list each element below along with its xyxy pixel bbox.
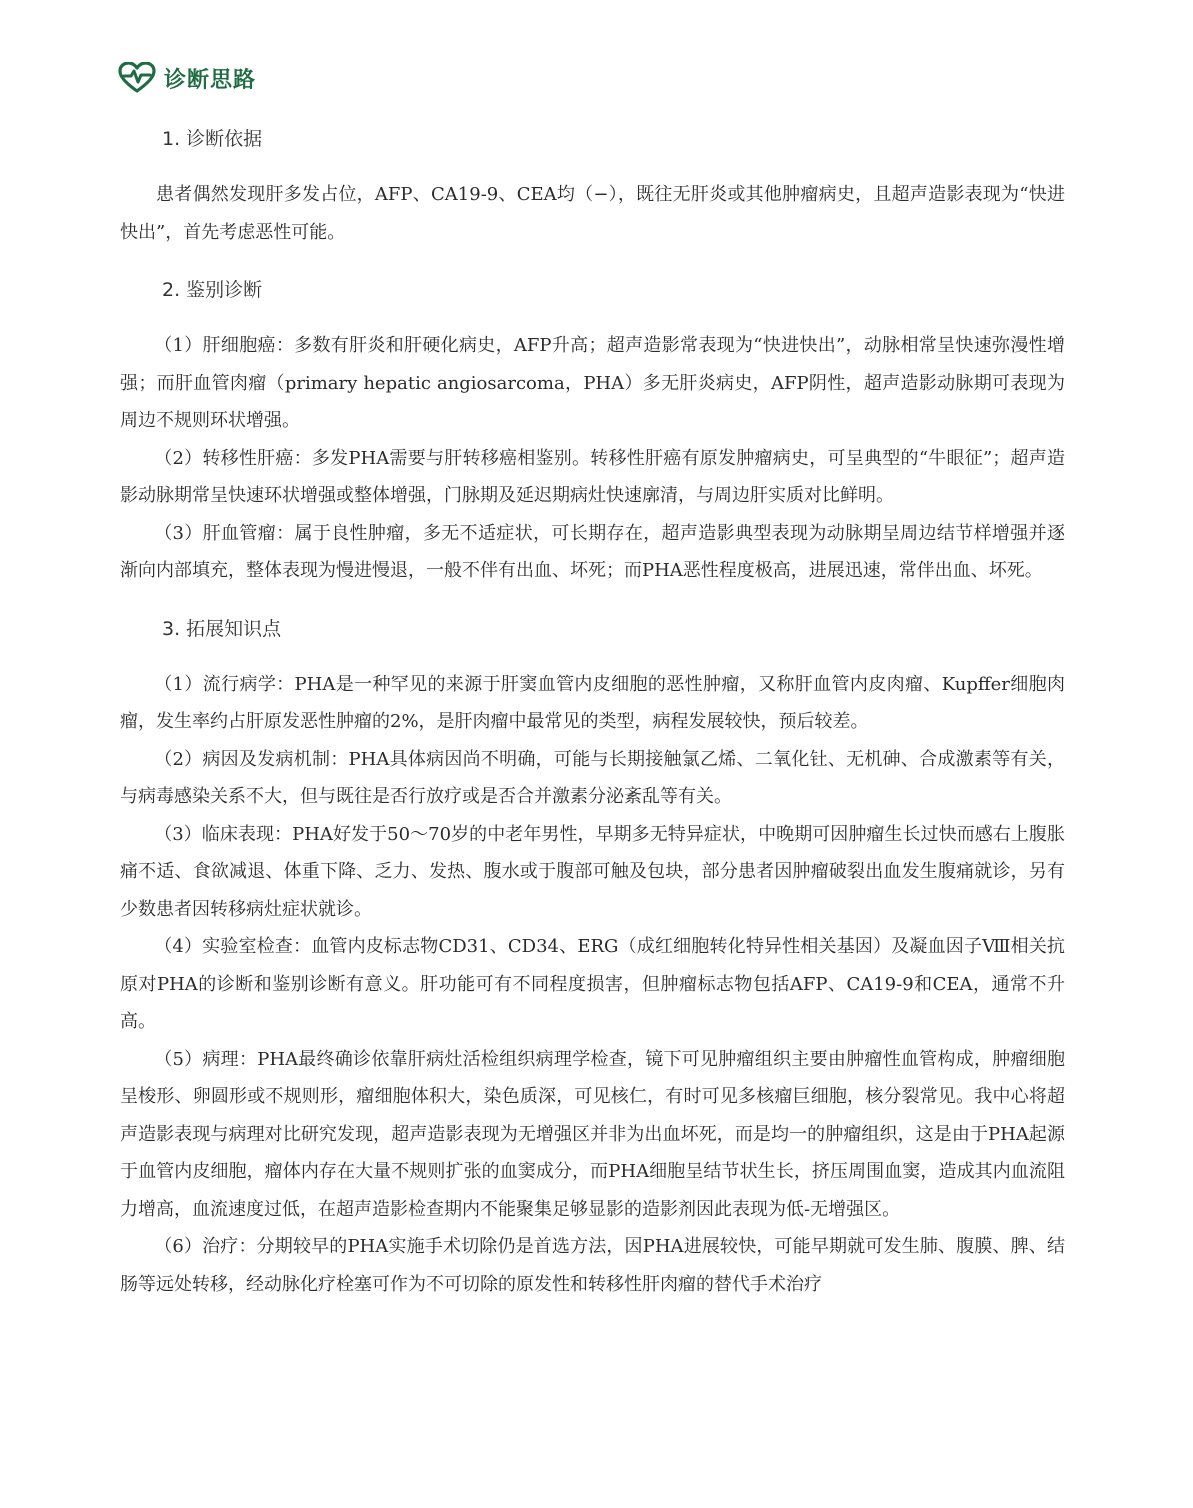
paragraph: （5）病理：PHA最终确诊依靠肝病灶活检组织病理学检查，镜下可见肿瘤组织主要由肿瘤性血管构成，肿瘤细胞呈梭形、卵圆形或不规则形，瘤细胞体积大，染色质深，可见核仁，有时可见多核瘤巨细胞，核分裂常见。我中心将超声造影表现与病理对比研究发现，超声造影表现为无增强区并非为出血坏死，而是均一的肿瘤组织，这是由于PHA起源于血管内皮细胞，瘤体内存在大量不规则扩张的血窦成分，而PHA细胞呈结节状生长，挤压周围血窦，造成其内血流阻力增高，血流速度过低，在超声造影检查期内不能聚集足够显影的造影剂因此表现为低-无增强区。 xyxy=(120,1048,1065,1220)
paragraph: （4）实验室检查：血管内皮标志物CD31、CD34、ERG（成红细胞转化特异性相关基因）及凝血因子Ⅷ相关抗原对PHA的诊断和鉴别诊断有意义。肝功能可有不同程度损害，但肿瘤标志物包括AFP、CA19-9和CEA，通常不升高。 xyxy=(120,936,1065,1032)
header-title: 诊断思路 xyxy=(164,67,257,93)
paragraph: （1）肝细胞癌：多数有肝炎和肝硬化病史，AFP升高；超声造影常表现为“快进快出”，动脉相常呈快速弥漫性增强；而肝血管肉瘤（primary hepatic angiosarcoma，PHA）多无肝炎病史，AFP阴性，超声造影动脉期可表现为周边不规则环状增强。 xyxy=(120,335,1065,431)
heading-diagnosis-basis: 1. 诊断依据 xyxy=(162,128,263,150)
paragraph: （6）治疗：分期较早的PHA实施手术切除仍是首选方法，因PHA进展较快，可能早期就可发生肺、腹膜、脾、结肠等远处转移，经动脉化疗栓塞可作为不可切除的原发性和转移性肝肉瘤的替代手术治疗 xyxy=(120,1236,1065,1295)
paragraph: 患者偶然发现肝多发占位，AFP、CA19-9、CEA均（−），既往无肝炎或其他肿瘤病史，且超声造影表现为“快进快出”，首先考虑恶性可能。 xyxy=(120,184,1065,243)
paragraph: （3）肝血管瘤：属于良性肿瘤，多无不适症状，可长期存在，超声造影典型表现为动脉期呈周边结节样增强并逐渐向内部填充，整体表现为慢进慢退，一般不伴有出血、坏死；而PHA恶性程度极高，进展迅速，常伴出血、坏死。 xyxy=(120,522,1065,581)
main-content xyxy=(120,122,1065,1303)
paragraph: （1）流行病学：PHA是一种罕见的来源于肝窦血管内皮细胞的恶性肿瘤，又称肝血管内皮肉瘤、Kupffer细胞肉瘤，发生率约占肝原发恶性肿瘤的2%，是肝肉瘤中最常见的类型，病程发展较快，预后较差。 xyxy=(120,673,1065,732)
paragraph: （3）临床表现：PHA好发于50～70岁的中老年男性，早期多无特异症状，中晚期可因肿瘤生长过快而感右上腹胀痛不适、食欲减退、体重下降、乏力、发热、腹水或于腹部可触及包块，部分患者因肿瘤破裂出血发生腹痛就诊，另有少数患者因转移病灶症状就诊。 xyxy=(120,823,1065,920)
section-header xyxy=(118,62,256,94)
paragraph: （2）转移性肝癌：多发PHA需要与肝转移癌相鉴别。转移性肝癌有原发肿瘤病史，可呈典型的“牛眼征”；超声造影动脉期常呈快速环状增强或整体增强，门脉期及延迟期病灶快速廓清，与周边肝实质对比鲜明。 xyxy=(120,447,1065,506)
heading-extended-knowledge: 3. 拓展知识点 xyxy=(162,617,282,640)
paragraph: （2）病因及发病机制：PHA具体病因尚不明确，可能与长期接触氯乙烯、二氧化钍、无机砷、合成激素等有关，与病毒感染关系不大，但与既往是否行放疗或是否合并激素分泌紊乱等有关。 xyxy=(120,748,1065,807)
heart-pulse-icon xyxy=(118,62,156,94)
heading-differential-diagnosis: 2. 鉴别诊断 xyxy=(162,279,263,301)
